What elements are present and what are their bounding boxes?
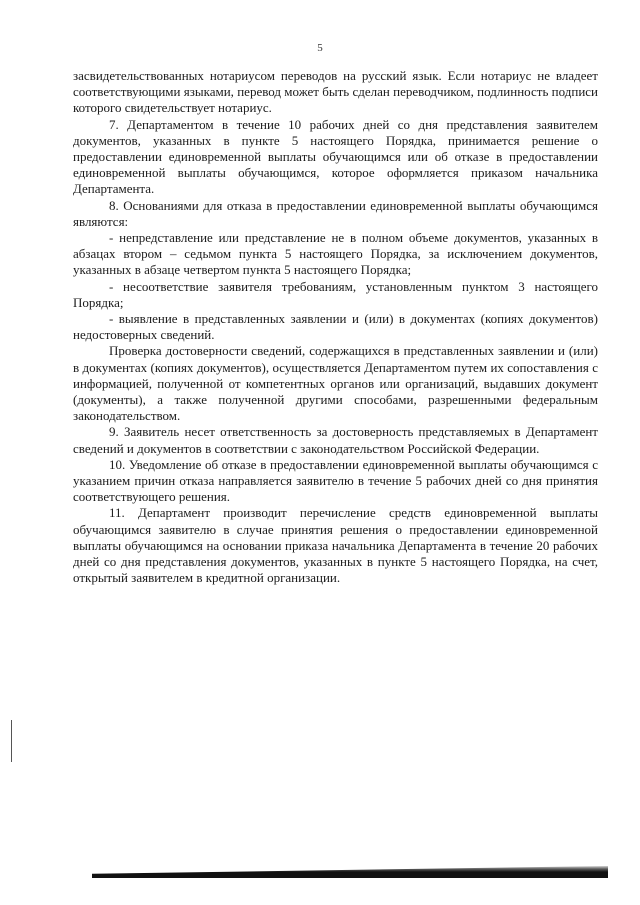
document-body <box>73 68 598 587</box>
paragraph-10-notification: 10. Уведомление об отказе в предоставлении единовременной выплаты обучающимся с указанием причин отказа направляется заявителю в течение 5 рабочих дней со дня принятия соответствующего решения. <box>73 456 598 505</box>
paragraph-8-refusal-grounds: 8. Основаниями для отказа в предоставлении единовременной выплаты обучающимся являются: <box>73 197 598 229</box>
paragraph-continuation-translation: засвидетельствованных нотариусом переводов на русский язык. Если нотариус не владеет соответствующими языками, перевод может быть сделан переводчиком, подлинность подписи которого свидетельствует нотариус. <box>73 68 598 116</box>
scan-artifact-left-mark <box>11 720 12 762</box>
paragraph-verification: Проверка достоверности сведений, содержащихся в представленных заявлении и (или) в документах (копиях документов), осуществляется Департаментом путем их сопоставления с информацией, полученной от компетентных органов или организаций, выдавших документ (документы), а также полученной другими способами, разрешенными федеральным законодательством. <box>73 343 598 424</box>
scan-artifact-bottom-bar <box>92 866 608 878</box>
list-item-false-information: - выявление в представленных заявлении и (или) в документах (копиях документов) недостоверных сведений. <box>73 311 598 343</box>
page-number: 5 <box>317 42 323 54</box>
paragraph-9-responsibility: 9. Заявитель несет ответственность за достоверность представляемых в Департамент сведений и документов в соответствии с законодательством Российской Федерации. <box>73 424 598 456</box>
paragraph-7-decision: 7. Департаментом в течение 10 рабочих дней со дня представления заявителем документов, указанных в пункте 5 настоящего Порядка, принимается решение о предоставлении единовременной выплаты обучающимся или об отказе в предоставлении единовременной выплаты обучающимся, которое оформляется приказом начальника Департамента. <box>73 116 598 197</box>
list-item-nonconformity: - несоответствие заявителя требованиям, установленным пунктом 3 настоящего Порядка; <box>73 278 598 310</box>
list-item-missing-documents: - непредставление или представление не в полном объеме документов, указанных в абзацах втором – седьмом пункта 5 настоящего Порядка, за исключением документов, указанных в абзаце четвертом пункта 5 настоящего Порядка; <box>73 230 598 278</box>
paragraph-11-payment: 11. Департамент производит перечисление средств единовременной выплаты обучающимся заявителю в случае принятия решения о предоставлении единовременной выплаты обучающимся на основании приказа начальника Департамента в течение 20 рабочих дней со дня представления документов, указанных в пункте 5 настоящего Порядка, на счет, открытый заявителем в кредитной организации. <box>73 505 598 586</box>
